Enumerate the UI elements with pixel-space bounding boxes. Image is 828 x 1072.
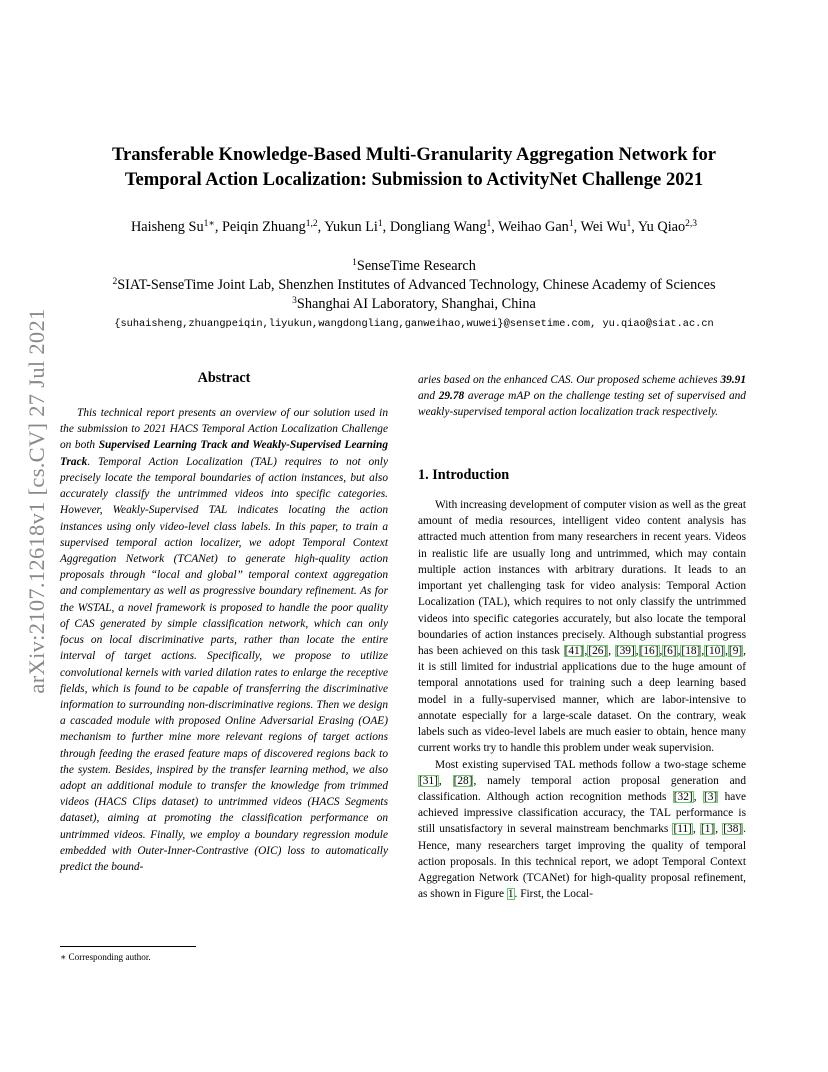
citation-link[interactable]: [39]	[615, 644, 635, 657]
score-weakly-supervised: 29.78	[438, 390, 465, 403]
author: Dongliang Wang$^1$,	[389, 219, 499, 235]
citation-link[interactable]: [28]	[453, 774, 473, 787]
footnote-divider	[60, 946, 196, 947]
figure-reference-link[interactable]: 1	[507, 888, 514, 901]
citation-link[interactable]: [9]	[728, 644, 743, 657]
title-line-2: Temporal Action Localization: Submission to ActivityNet Challenge 2021	[124, 169, 704, 190]
author: Yu Qiao$^{2,3}$	[637, 219, 698, 235]
citation-link[interactable]: [32]	[673, 790, 693, 803]
abstract-heading: Abstract	[197, 370, 251, 386]
title-line-1: Transferable Knowledge-Based Multi-Granularity Aggregation Network for	[111, 144, 717, 165]
citation-link[interactable]: [26]	[588, 644, 608, 657]
affiliation-2: $^2$SIAT-SenseTime Joint Lab, Shenzhen Institutes of Advanced Technology, Chinese Academy of Sciences	[112, 277, 716, 293]
citation-link[interactable]: [38]	[723, 823, 743, 836]
affiliation-3: $^3$Shanghai AI Laboratory, Shanghai, China	[292, 296, 536, 312]
citation-link[interactable]: [31]	[419, 774, 438, 787]
intro-paragraph-1: With increasing development of computer vision as well as the great amount of media resources, intelligent video content analysis has attracted much attention from many researchers in recent years. Videos in realistic life are usually long and untrimmed, which may contain multiple action instances with arbitrary durations. It leads to an important yet challenging task for video analysis: Temporal Action Localization (TAL), which requires to not only classify the untrimmed videos into specific categories accurately, but also locate the temporal boundaries of action instances precisely. Although substantial progress has been achieved on this task [41],[26], [39],[16],[6],[18],[10],[9], it is still limited for industrial applications due to the huge amount of temporal annotations used for training such a deep learning based model in a fully-supervised manner, which are labor-intensive to annotate especially for a large-scale dataset. On the contrary, weak labels such as video-level labels are much easier to obtain, hence many current works try to handle this problem under weak supervision.	[418, 499, 746, 755]
section-heading-introduction: 1. Introduction	[418, 467, 510, 483]
author: Haisheng $Su^{1∗}$,	[130, 219, 222, 235]
abstract-body: This technical report presents an overview of our solution used in the submission to 2021 HACS Temporal Action Localization Challenge on both Supervised Learning Track and Weakly-Supervised Learning Track. Temporal Action Localization (TAL) requires to not only precisely locate the temporal boundaries of action instances, but also accurately classify the untrimmed videos into specific categories. However, Weakly-Supervised TAL indicates locating the action instances using only video-level class labels. In this paper, to train a supervised temporal action localizer, we adopt Temporal Context Aggregation Network (TCANet) to generate high-quality action proposals through “local and global” temporal context aggregation and complementary as well as progressive boundary refinement. As for the WSTAL, a novel framework is proposed to handle the poor quality of CAS generated by simple classification network, which can only focus on local discriminative parts, rather than locate the entire interval of target actions. Specifically, we propose to utilize convolutional kernels with varied dilation rates to enlarge the receptive fields, which is found to be capable of transferring the discriminative information to surrounding non-discriminative regions. Then we design a cascaded module with proposed Online Adversarial Erasing (OAE) mechanism to further mine more relevant regions of target actions through feeding the erased feature maps of discovered regions back to the system. Besides, inspired by the transfer learning method, we also adopt an additional module to transfer the knowledge from trimmed videos (HACS Clips dataset) to untrimmed videos (HACS Segments dataset), aiming at promoting the classification performance on untrimmed videos. Finally, we employ a boundary regression module embedded with Outer-Inner-Contrastive (OIC) loss to automatically predict the bound-	[60, 407, 389, 874]
citation-link[interactable]: [11]	[673, 823, 692, 836]
author: Peiqin Zhuang$^{1,2}$,	[221, 219, 325, 235]
author-list	[60, 217, 768, 237]
citation-link[interactable]: [10]	[705, 644, 725, 657]
author: Yukun Li$^1$,	[324, 219, 390, 235]
citation-link[interactable]: [3]	[703, 790, 718, 803]
author-emails: {suhaisheng,zhuangpeiqin,liyukun,wangdongliang,ganweihao,wuwei}@sensetime.com, yu.qiao@siat.ac.cn	[114, 318, 714, 330]
citation-link[interactable]: [16]	[639, 644, 659, 657]
footnote: ∗ Corresponding author.	[60, 952, 151, 962]
citation-link[interactable]: [18]	[681, 644, 701, 657]
citation-link[interactable]: [6]	[663, 644, 677, 657]
paper-title	[60, 142, 768, 192]
arxiv-identifier-stamp	[22, 296, 52, 706]
citation-link[interactable]: [1]	[701, 823, 715, 836]
author: Wei Wu$^1$,	[580, 219, 638, 235]
affiliation-1: $^1$SenseTime Research	[352, 258, 476, 274]
abstract-continuation: aries based on the enhanced CAS. Our proposed scheme achieves 39.91 and 29.78 average mAP on the challenge testing set of supervised and weakly-supervised temporal action localization track respectively.	[418, 374, 746, 419]
score-supervised: 39.91	[720, 374, 746, 386]
intro-paragraph-2: Most existing supervised TAL methods follow a two-stage scheme [31], [28], namely temporal action proposal generation and classification. Although action recognition methods [32], [3] have achieved impressive classification accuracy, the TAL performance is still unsatisfactory in several mainstream benchmarks [11], [1], [38]. Hence, many researchers target improving the quality of temporal action proposals. In this technical report, we adopt Temporal Context Aggregation Network (TCANet) for high-quality proposal refinement, as shown in Figure 1. First, the Local-	[418, 758, 747, 901]
citation-link[interactable]: [41]	[564, 644, 584, 657]
introduction-body	[418, 497, 746, 902]
arxiv-id-text: arXiv:2107.12618v1 [cs.CV] 27 Jul 2021	[24, 308, 49, 694]
author: Weihao Gan$^1$,	[498, 219, 581, 235]
